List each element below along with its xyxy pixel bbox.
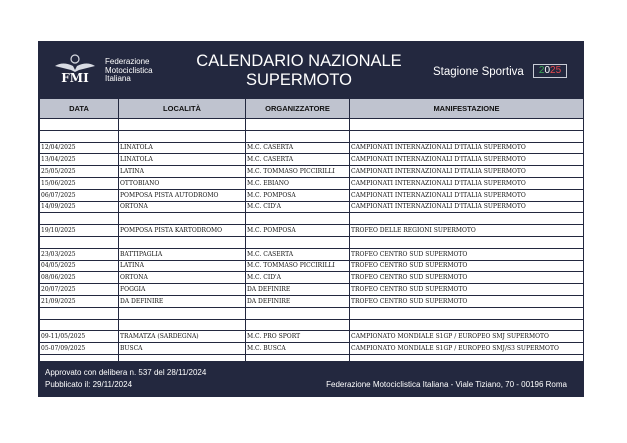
cell-location <box>119 236 246 248</box>
cell-date <box>40 319 119 331</box>
cell-organizer: M.C. PRO SPORT <box>246 331 350 343</box>
cell-date <box>40 119 119 131</box>
publication-date: Pubblicato il: 29/11/2024 <box>45 380 133 389</box>
cell-date: 04/05/2025 <box>40 260 119 272</box>
cell-date <box>40 213 119 225</box>
cell-event <box>350 307 584 319</box>
column-header-location: LOCALITÀ <box>119 99 246 119</box>
table-row <box>40 319 584 331</box>
cell-event: CAMPIONATI INTERNAZIONALI D'ITALIA SUPERMOTO <box>350 166 584 178</box>
cell-event <box>350 213 584 225</box>
cell-organizer <box>246 236 350 248</box>
cell-date: 08/06/2025 <box>40 272 119 284</box>
cell-event: TROFEO CENTRO SUD SUPERMOTO <box>350 272 584 284</box>
cell-date: 05-07/09/2025 <box>40 343 119 355</box>
cell-event: CAMPIONATI INTERNAZIONALI D'ITALIA SUPERMOTO <box>350 189 584 201</box>
federation-name: Federazione Motociclistica Italiana <box>105 57 153 83</box>
document-footer <box>39 361 583 396</box>
cell-event <box>350 119 584 131</box>
cell-organizer: M.C. BUSCA <box>246 343 350 355</box>
cell-event <box>350 130 584 142</box>
cell-event <box>350 236 584 248</box>
table-row <box>40 142 584 154</box>
cell-organizer: M.C. CASERTA <box>246 142 350 154</box>
cell-event: CAMPIONATO MONDIALE S1GP / EUROPEO SMJ SUPERMOTO <box>350 331 584 343</box>
cell-organizer <box>246 130 350 142</box>
cell-event: TROFEO CENTRO SUD SUPERMOTO <box>350 260 584 272</box>
table-row <box>40 284 584 296</box>
cell-location: ORTONA <box>119 272 246 284</box>
cell-location: LATINA <box>119 166 246 178</box>
cell-organizer: M.C. CID'A <box>246 201 350 213</box>
cell-date: 13/04/2025 <box>40 154 119 166</box>
table-row <box>40 130 584 142</box>
cell-date: 14/09/2025 <box>40 201 119 213</box>
cell-date <box>40 236 119 248</box>
cell-organizer: DA DEFINIRE <box>246 284 350 296</box>
logo-lettering: FMI <box>61 71 89 85</box>
cell-organizer: M.C. POMPOSA <box>246 225 350 237</box>
table-row <box>40 225 584 237</box>
calendar-document <box>38 41 584 397</box>
cell-event: TROFEO DELLE REGIONI SUPERMOTO <box>350 225 584 237</box>
cell-location: OTTOBIANO <box>119 177 246 189</box>
cell-date: 19/10/2025 <box>40 225 119 237</box>
cell-location: LINATOLA <box>119 142 246 154</box>
table-row <box>40 166 584 178</box>
table-row <box>40 213 584 225</box>
cell-event: TROFEO CENTRO SUD SUPERMOTO <box>350 295 584 307</box>
cell-date <box>40 307 119 319</box>
cell-date: 06/07/2025 <box>40 189 119 201</box>
cell-organizer: M.C. EBIANO <box>246 177 350 189</box>
cell-date: 15/06/2025 <box>40 177 119 189</box>
cell-organizer: M.C. CASERTA <box>246 248 350 260</box>
cell-location <box>119 119 246 131</box>
season-year-badge: 2025 <box>533 64 567 78</box>
cell-location <box>119 307 246 319</box>
table-row <box>40 272 584 284</box>
season-label: Stagione Sportiva <box>433 66 524 78</box>
cell-location: LATINA <box>119 260 246 272</box>
cell-date: 20/07/2025 <box>40 284 119 296</box>
cell-date <box>40 130 119 142</box>
cell-location: BATTIPAGLIA <box>119 248 246 260</box>
cell-date: 09-11/05/2025 <box>40 331 119 343</box>
cell-organizer <box>246 119 350 131</box>
cell-organizer <box>246 307 350 319</box>
cell-organizer: M.C. TOMMASO PICCIRILLI <box>246 166 350 178</box>
cell-location: ORTONA <box>119 201 246 213</box>
cell-location: LINATOLA <box>119 154 246 166</box>
cell-location <box>119 130 246 142</box>
table-row <box>40 343 584 355</box>
cell-event: CAMPIONATI INTERNAZIONALI D'ITALIA SUPERMOTO <box>350 154 584 166</box>
document-header <box>39 42 583 98</box>
cell-date: 12/04/2025 <box>40 142 119 154</box>
table-header-row <box>40 99 584 119</box>
column-header-date: DATA <box>40 99 119 119</box>
cell-organizer: M.C. CASERTA <box>246 154 350 166</box>
table-row <box>40 331 584 343</box>
fmi-logo <box>53 52 97 90</box>
cell-location: POMPOSA PISTA AUTODROMO <box>119 189 246 201</box>
cell-event: CAMPIONATI INTERNAZIONALI D'ITALIA SUPERMOTO <box>350 201 584 213</box>
table-row <box>40 236 584 248</box>
cell-date: 21/09/2025 <box>40 295 119 307</box>
cell-event <box>350 319 584 331</box>
federation-address: Federazione Motociclistica Italiana - Viale Tiziano, 70 - 00196 Roma <box>326 380 567 389</box>
cell-organizer <box>246 213 350 225</box>
cell-location: FOGGIA <box>119 284 246 296</box>
cell-event: CAMPIONATO MONDIALE S1GP / EUROPEO SMJ/S3 SUPERMOTO <box>350 343 584 355</box>
cell-organizer: DA DEFINIRE <box>246 295 350 307</box>
cell-location <box>119 213 246 225</box>
cell-event: CAMPIONATI INTERNAZIONALI D'ITALIA SUPERMOTO <box>350 142 584 154</box>
cell-location: BUSCA <box>119 343 246 355</box>
cell-location: POMPOSA PISTA KARTODROMO <box>119 225 246 237</box>
cell-organizer <box>246 319 350 331</box>
table-row <box>40 295 584 307</box>
table-row <box>40 307 584 319</box>
approval-note: Approvato con delibera n. 537 del 28/11/2024 <box>45 368 207 377</box>
cell-location: DA DEFINIRE <box>119 295 246 307</box>
cell-organizer: M.C. CID'A <box>246 272 350 284</box>
cell-location: TRAMATZA (SARDEGNA) <box>119 331 246 343</box>
table-row <box>40 260 584 272</box>
calendar-table <box>39 98 584 367</box>
cell-location <box>119 319 246 331</box>
table-row <box>40 119 584 131</box>
cell-date: 25/05/2025 <box>40 166 119 178</box>
cell-event: TROFEO CENTRO SUD SUPERMOTO <box>350 284 584 296</box>
cell-event: TROFEO CENTRO SUD SUPERMOTO <box>350 248 584 260</box>
column-header-event: MANIFESTAZIONE <box>350 99 584 119</box>
table-row <box>40 177 584 189</box>
table-row <box>40 189 584 201</box>
cell-organizer: M.C. POMPOSA <box>246 189 350 201</box>
cell-date: 23/03/2025 <box>40 248 119 260</box>
cell-organizer: M.C. TOMMASO PICCIRILLI <box>246 260 350 272</box>
table-row <box>40 201 584 213</box>
cell-event: CAMPIONATI INTERNAZIONALI D'ITALIA SUPERMOTO <box>350 177 584 189</box>
column-header-organizer: ORGANIZZATORE <box>246 99 350 119</box>
table-row <box>40 154 584 166</box>
table-row <box>40 248 584 260</box>
page-title: CALENDARIO NAZIONALE SUPERMOTO <box>196 52 402 89</box>
